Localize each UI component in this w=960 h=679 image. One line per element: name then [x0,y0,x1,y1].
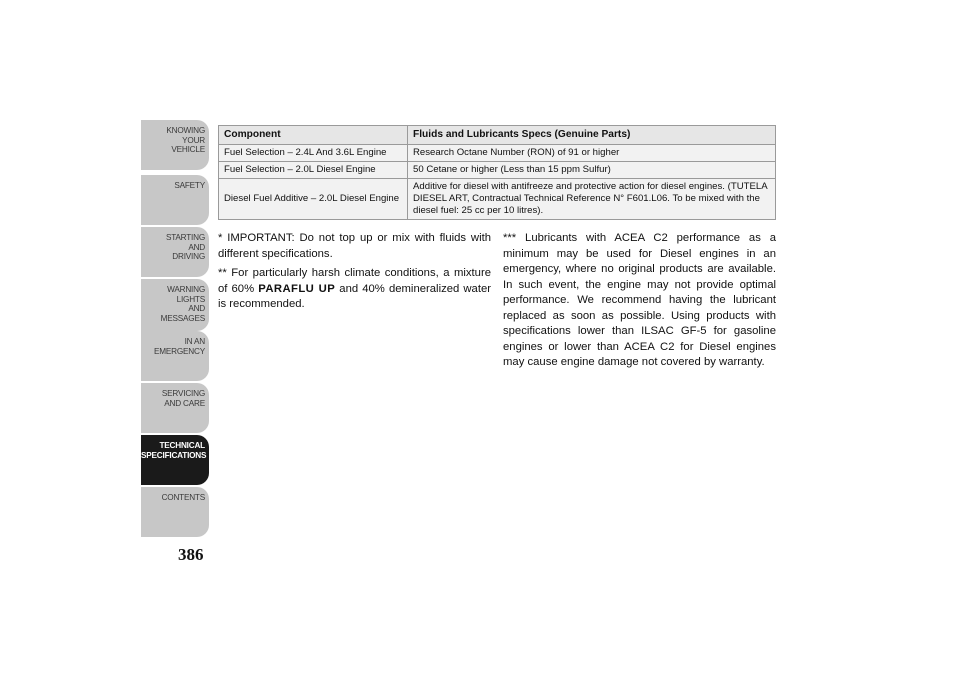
tab-technical-specifications[interactable]: TECHNICAL SPECIFICATIONS [141,435,209,485]
table-cell: Fuel Selection – 2.4L And 3.6L Engine [219,145,408,162]
column-header-specs: Fluids and Lubricants Specs (Genuine Parts) [408,126,776,145]
tab-warning-lights-and-messages[interactable]: WARNING LIGHTS AND MESSAGES [141,279,209,331]
harsh-note-text: ** For particularly harsh climate conditions, a mixture of 60% [218,267,491,295]
table-cell: Diesel Fuel Additive – 2.0L Diesel Engine [219,179,408,220]
tab-starting-and-driving[interactable]: STARTING AND DRIVING [141,227,209,277]
lubricants-note: *** Lubricants with ACEA C2 performance as a minimum may be used for Diesel engines in an emergency, where no original products are available. In such event, the engine may not provide optimal performance. We recommend having the lubricant replaced as soon as possible. Using products with specifications lower than ILSAC GF-5 for gasoline engines or lower than ACEA C2 for Diesel engines may cause engine damage not covered by warranty. [503,232,776,368]
tab-in-an-emergency[interactable]: IN AN EMERGENCY [141,331,209,381]
page-number: 386 [178,545,204,564]
notes-right-column [503,231,776,375]
notes-left-column [218,231,491,317]
table-cell: Additive for diesel with antifreeze and protective action for diesel engines. (TUTELA DIESEL ART, Contractual Technical Reference N° F601.L06. To be mixed with the diesel fuel: 25 cc per 10 litres). [408,179,776,220]
product-name: PARAFLU UP [258,282,336,295]
tab-contents[interactable]: CONTENTS [141,487,209,537]
harsh-climate-note [218,266,491,313]
tab-servicing-and-care[interactable]: SERVICING AND CARE [141,383,209,433]
table-row [219,162,776,179]
fluids-spec-table [218,125,776,220]
table-row [219,179,776,220]
tab-knowing-your-vehicle[interactable]: KNOWING YOUR VEHICLE [141,120,209,170]
table-cell: Fuel Selection – 2.0L Diesel Engine [219,162,408,179]
table-header-row [219,126,776,145]
column-header-component: Component [219,126,408,145]
table-row [219,145,776,162]
important-note: * IMPORTANT: Do not top up or mix with fluids with different specifications. [218,232,491,260]
tab-safety[interactable]: SAFETY [141,175,209,225]
table-cell: Research Octane Number (RON) of 91 or higher [408,145,776,162]
table-cell: 50 Cetane or higher (Less than 15 ppm Sulfur) [408,162,776,179]
harsh-note-text-end: and 40% demineralized water is recommended. [218,282,492,310]
